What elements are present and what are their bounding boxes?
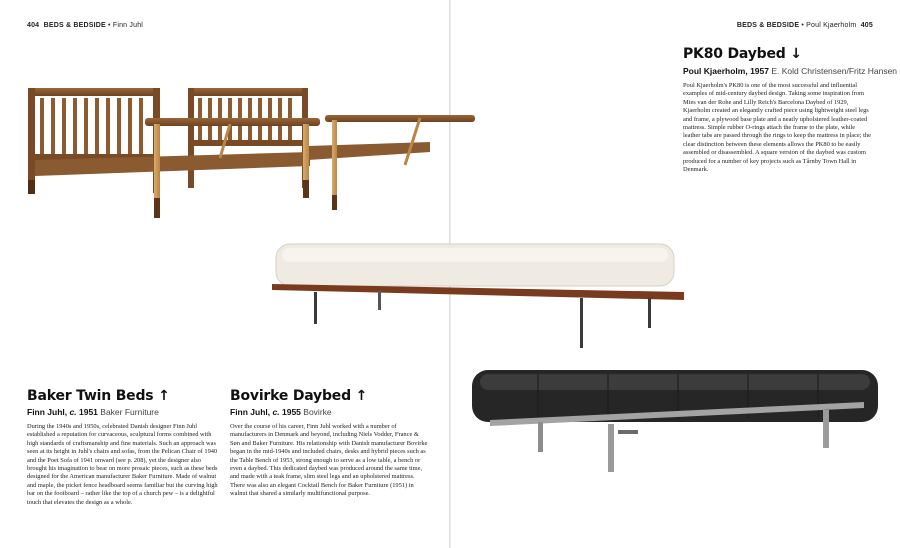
baker-title-text: Baker Twin Beds	[27, 388, 154, 404]
pk80-daybed-image	[468, 362, 882, 480]
arrow-down-icon: ↓	[790, 46, 802, 62]
bovirke-daybed-image	[268, 240, 688, 355]
baker-byline	[27, 407, 159, 417]
bovirke-designer: Finn Juhl,	[230, 407, 271, 417]
baker-description: During the 1940s and 1950s, celebrated Danish designer Finn Juhl established a reputation for curvaceous, sculptural forms combined with high standards of craftsmanship and fine materials. Such an approach was seen at its height in Juhl's chairs and sofas, from the Pelican Chair of 1940 and the Poet Sofa of 1941 onward (see p. 208), yet the designer also brought his imagination to bear on more prosaic pieces, such as these beds designed for the American manufacturer Baker Furniture. Made of walnut and maple, the picket fence headboard seems familiar but the curving high bar on the footboard – rather like the top of a church pew – is a delightful touch that elevates the design as a whole.	[27, 423, 218, 506]
pk80-byline	[683, 66, 897, 76]
running-head-left: 404 BEDS & BEDSIDE • Finn Juhl	[27, 22, 144, 29]
bovirke-title-text: Bovirke Daybed	[230, 388, 351, 404]
baker-maker: Baker Furniture	[100, 407, 159, 417]
section-left: BEDS & BEDSIDE	[43, 22, 106, 29]
back-bed	[188, 88, 475, 210]
pk80-description: Poul Kjaerholm's PK80 is one of the most successful and influential examples of mid-century daybed design. Taking some inspiration from Mies van der Rohe and Lilly Reich's Barcelona Daybed of 1929, Kjaerholm created an elegantly crafted piece using lightweight steel legs and frame, a plywood base plate and a neatly upholstered leather-coated mattress. Simple rubber O-rings attach the frame to the plate, while leather tabs are passed through the rings to keep the mattress in place; the clear distinction between these elements allows the PK80 to be easily assembled or disassembled. A square version of the daybed was custom produced for a number of key projects such as Tårnby Town Hall in Denmark.	[683, 82, 871, 174]
baker-title	[27, 388, 170, 404]
baker-circa: c.	[69, 407, 77, 417]
baker-designer: Finn Juhl,	[27, 407, 68, 417]
bovirke-description: Over the course of his career, Finn Juhl worked with a number of manufacturers in Denmark and beyond, including Niels Vodder, France & Søn and Baker Furniture. His relationship with Danish manufacturer Bovirke began in the mid-1940s and included chairs, desks and hybrid pieces such as the Table Bench of 1953, strong enough to serve as a low table, a bench or even a daybed. This dedicated daybed was produced around the same time, and made with a teak frame, slim steel legs and an upholstered mattress. There was also an elegant Cocktail Bench for Baker Furniture (1951) in walnut that shared a similarly multifunctional purpose.	[230, 423, 428, 498]
running-designer-right: Poul Kjaerholm	[806, 22, 857, 29]
arrow-up-icon: ↑	[355, 388, 368, 404]
bovirke-year: 1955	[281, 407, 301, 417]
running-designer-left: Finn Juhl	[112, 22, 144, 29]
pk80-maker: E. Kold Christensen/Fritz Hansen	[771, 66, 898, 76]
pk80-designer: Poul Kjaerholm, 1957	[683, 66, 769, 76]
folio-right: 405	[860, 22, 873, 29]
front-bed	[28, 88, 320, 218]
arrow-up-icon: ↑	[158, 388, 170, 404]
pk80-title-text: PK80 Daybed	[683, 46, 786, 62]
pk80-title	[683, 46, 802, 62]
baker-year: 1951	[78, 407, 98, 417]
bovirke-circa: c.	[272, 407, 280, 417]
bovirke-maker: Bovirke	[303, 407, 332, 417]
baker-twin-beds-image	[20, 80, 490, 230]
section-right: BEDS & BEDSIDE	[736, 22, 800, 29]
bovirke-title	[230, 388, 367, 404]
bovirke-byline	[230, 407, 332, 417]
folio-left: 404	[27, 22, 40, 29]
running-head-right: BEDS & BEDSIDE • Poul Kjaerholm 405	[736, 22, 873, 29]
